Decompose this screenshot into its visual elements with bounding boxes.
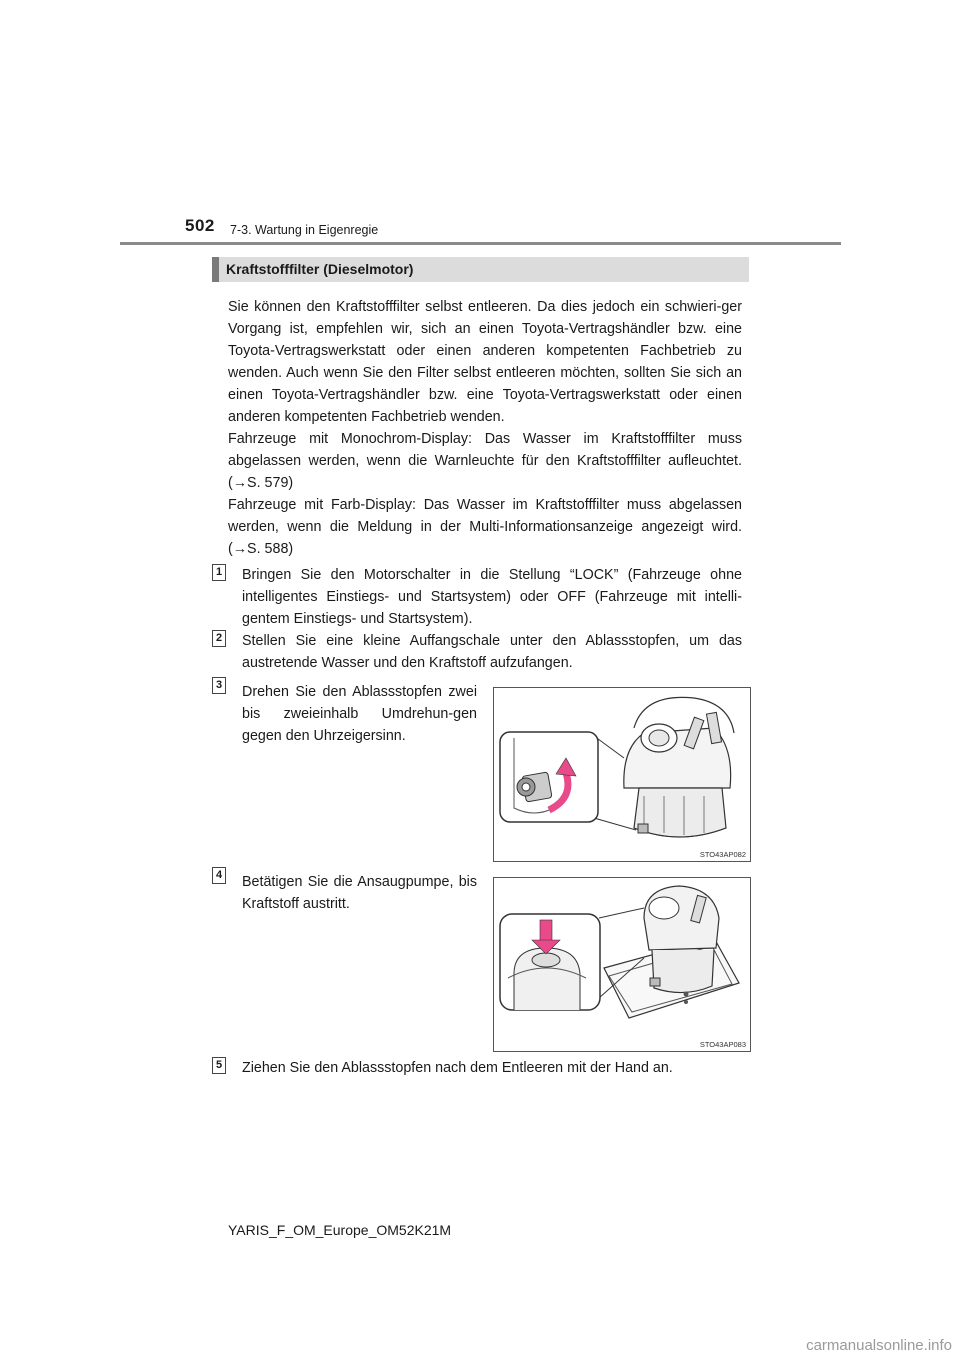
step-number-5: 5 xyxy=(212,1057,226,1074)
section-title: 7-3. Wartung in Eigenregie xyxy=(230,223,379,237)
topic-accent xyxy=(212,257,219,282)
drain-plug-illustration xyxy=(494,688,750,861)
figure-code-1: STO43AP082 xyxy=(699,850,746,859)
step-number-3: 3 xyxy=(212,677,226,694)
step-text-2: Stellen Sie eine kleine Auffangschale unter den Ablassstopfen, um das austretende Wasser und den Kraftstoff aufzufangen. xyxy=(242,633,742,671)
topic-heading xyxy=(212,257,749,282)
intro-paragraph-3: Fahrzeuge mit Farb-Display: Das Wasser im Kraftstofffilter muss abgelassen werden, wenn die Meldung in der Multi-Informationsanzeige angezeigt wird. (→S. 588) xyxy=(228,497,742,557)
step-number-2: 2 xyxy=(212,630,226,647)
figure-code-2: STO43AP083 xyxy=(699,1040,746,1049)
watermark: carmanualsonline.info xyxy=(806,1337,952,1354)
step-text-5: Ziehen Sie den Ablassstopfen nach dem Entleeren mit der Hand an. xyxy=(242,1060,673,1076)
page-number: 502 xyxy=(185,216,215,235)
header-divider xyxy=(120,242,841,245)
figure-drain-plug xyxy=(493,687,751,862)
step-text-1: Bringen Sie den Motorschalter in die Stellung “LOCK” (Fahrzeuge ohne intelligentes Einstiegs- und Startsystem) oder OFF (Fahrzeuge mit intelli-gentem Einstiegs- und Startsystem). xyxy=(242,567,742,627)
figure-priming-pump xyxy=(493,877,751,1052)
priming-pump-illustration xyxy=(494,878,750,1051)
intro-paragraph-2: Fahrzeuge mit Monochrom-Display: Das Wasser im Kraftstofffilter muss abgelassen werden, wenn die Warnleuchte für den Kraftstofffilter aufleuchtet. (→S. 579) xyxy=(228,431,742,491)
step-text-4: Betätigen Sie die Ansaugpumpe, bis Kraftstoff austritt. xyxy=(242,874,477,912)
intro-paragraph-1: Sie können den Kraftstofffilter selbst entleeren. Da dies jedoch ein schwieri-ger Vorgang ist, empfehlen wir, sich an einen Toyota-Vertragshändler bzw. eine Toyota-Vertragswerkstatt oder einen anderen kompetenten Fachbetrieb zu wenden. Auch wenn Sie den Filter selbst entleeren möchten, sollten Sie sich an einen Toyota-Vertragshändler bzw. eine Toyota-Vertragswerkstatt oder einen anderen kompetenten Fachbetrieb wenden. xyxy=(228,299,742,425)
step-text-3: Drehen Sie den Ablassstopfen zwei bis zweieinhalb Umdrehun-gen gegen den Uhrzeigersinn. xyxy=(242,684,477,744)
step-number-1: 1 xyxy=(212,564,226,581)
topic-title: Kraftstofffilter (Dieselmotor) xyxy=(226,261,414,277)
document-id: YARIS_F_OM_Europe_OM52K21M xyxy=(228,1222,452,1238)
step-number-4: 4 xyxy=(212,867,226,884)
